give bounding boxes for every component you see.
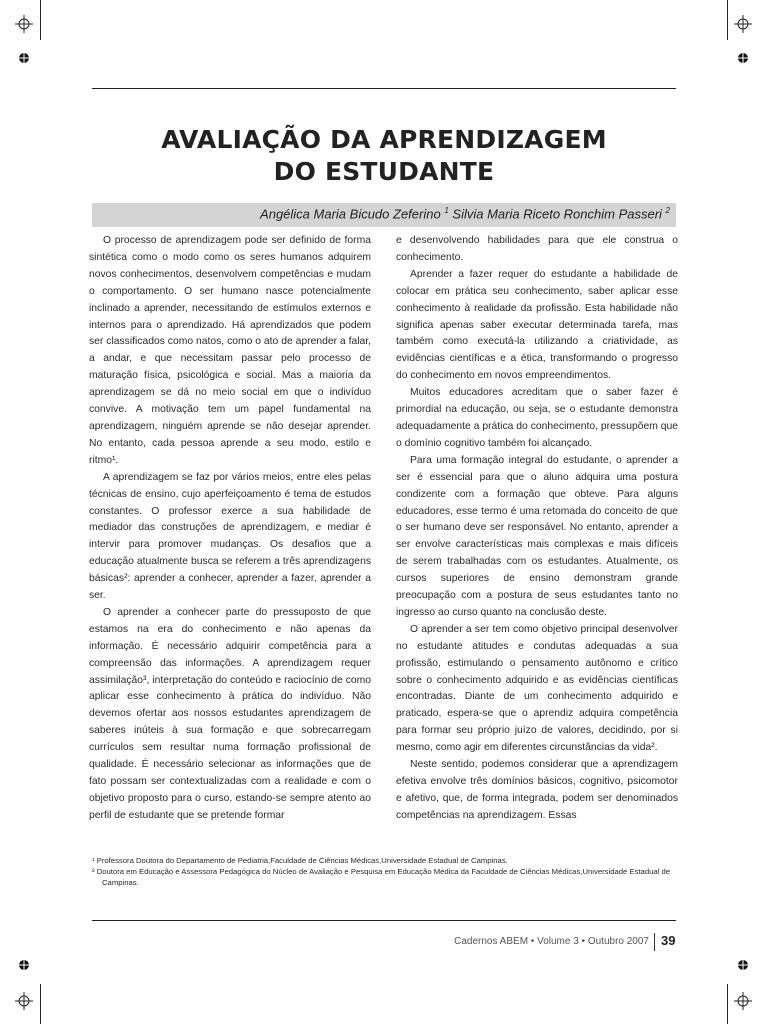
paragraph: Para uma formação integral do estudante, o aprender a ser é essencial para que o aluno adquira uma postura condizente com a formação que obteve. Para alguns educadores, esse termo é uma retomada do conceito de que o ser humano deve ser responsável. No entanto, aprender a ser envolve características mais complexas e mais difíceis de serem trabalhadas com os estudantes. Atualmente, os cursos superiores de ensino demonstram grande preocupação com a postura de seus estudantes tanto no ingresso ao curso quanto na conclusão deste. (396, 454, 678, 618)
left-column (89, 233, 371, 825)
page-number: 39 (661, 933, 676, 948)
paragraph: O processo de aprendizagem pode ser definido de forma sintética como o modo como os seres humanos adquirem novos conhecimentos, desenvolvem competências e mudam o comportamento. O ser humano nasce potencialmente inclinado a aprender, necessitando de estímulos externos e internos para o aprendizado. Há aprendizados que podem ser classificados como natos, como o ato de aprender a falar, a andar, e que necessitam passar pelo processo de maturação física, psicológica e social. Mas a maioria da aprendizagem se dá no meio social em que o indivíduo convive. A motivação tem um papel fundamental na aprendizagem, ninguém aprende se não desejar aprender. No entanto, cada pessoa aprende a seu modo, estilo e ritmo¹. (89, 235, 371, 466)
registration-dot-top-left (16, 50, 32, 66)
footnote-1: ¹ Professora Doutora do Departamento de Pediatria,Faculdade de Ciências Médicas,Universidade Estadual de Campinas. (92, 856, 508, 865)
footnote-2: ² Doutora em Educação e Assessora Pedagógica do Núcleo de Avaliação e Pesquisa em Educação Médica da Faculdade de Ciências Médicas,Universidade Estadual de Campinas. (92, 867, 671, 887)
article-title (92, 124, 676, 188)
footer-rule (92, 920, 676, 921)
paragraph: O aprender a conhecer parte do pressuposto de que estamos na era do conhecimento e não apenas da informação. É necessário adquirir competência para a compreensão das informações. A aprendizagem requer assimilação³, interpretação do conteúdo e raciocínio de como aplicar esse conhecimento à prática do indivíduo. Não devemos ofertar aos nossos estudantes aprendizagem de saberes inúteis à sua formação e que sobrecarregam currículos sem resultar numa formação profissional de qualidade. É necessário selecionar as informações que de fato possam ser contextualizadas com a realidade e com o objetivo proposto para o curso, estando-se sempre atento ao perfil de estudante que se pretende formar (89, 606, 371, 821)
registration-dot-top-right (735, 50, 751, 66)
author-bar (92, 203, 676, 227)
paragraph: Muitos educadores acreditam que o saber fazer é primordial na educação, ou seja, se o estudante demonstra adequadamente a prática do conhecimento, pressupõem que o domínio cognitivo também foi alcançado. (396, 387, 678, 449)
trim-line-top-left (40, 0, 41, 40)
crop-mark-bottom-right (734, 992, 752, 1010)
crop-mark-top-right (734, 15, 752, 33)
paragraph: A aprendizagem se faz por vários meios, entre eles pelas técnicas de ensino, cujo aperfeiçoamento é tema de estudos constantes. O professor exerce a sua habilidade de mediador das construções de aprendizagem, e mediar é intervir para promover mudanças. Os desafios que a educação atualmente busca se referem a três aprendizagens básicas²: aprender a conhecer, aprender a fazer, aprender a ser. (89, 471, 371, 602)
trim-line-top-right (727, 0, 728, 40)
crop-mark-bottom-left (15, 992, 33, 1010)
paragraph: Neste sentido, podemos considerar que a aprendizagem efetiva envolve três domínios básicos, cognitivo, psicomotor e afetivo, que, de forma integrada, podem ser denominados competências na aprendizagem. Essas (396, 759, 678, 821)
author-1: Angélica Maria Bicudo Zeferino (260, 206, 441, 222)
trim-line-bottom-left (40, 984, 41, 1024)
registration-dot-bottom-left (16, 957, 32, 973)
title-line-1: AVALIAÇÃO DA APRENDIZAGEM (161, 125, 607, 154)
footnotes (92, 855, 676, 888)
journal-citation: Cadernos ABEM • Volume 3 • Outubro 2007 (454, 936, 649, 947)
author-2-mark: 2 (665, 206, 670, 215)
paragraph: e desenvolvendo habilidades para que ele construa o conhecimento. (396, 235, 678, 263)
paragraph: Aprender a fazer requer do estudante a habilidade de colocar em prática seu conhecimento, saber aplicar esse conhecimento à realidade da profissão. Esta habilidade não significa apenas saber executar determinada tarefa, mas também como executá-la utilizando a criatividade, as evidências científicas e a ética, transformando o progresso do conhecimento em novos empreendimentos. (396, 268, 678, 382)
trim-line-bottom-right (727, 984, 728, 1024)
header-rule (92, 88, 676, 89)
author-2: Silvia Maria Riceto Ronchim Passeri (452, 206, 662, 222)
title-line-2: DO ESTUDANTE (273, 157, 495, 186)
author-1-mark: 1 (444, 206, 449, 215)
right-column (396, 233, 678, 825)
page-number-separator (654, 933, 655, 951)
paragraph: O aprender a ser tem como objetivo principal desenvolver no estudante atitudes e condutas adequadas a sua profissão, estimulando o pensamento autônomo e crítico sobre o conhecimento adquirido e as evidências científicas encontradas. Diante de um conhecimento adquirido e praticado, espera-se que o aprendiz adquira competência para formar seu próprio juízo de valores, decidindo, por si mesmo, como agir em diferentes circunstâncias da vida². (396, 623, 678, 754)
crop-mark-top-left (15, 15, 33, 33)
registration-dot-bottom-right (735, 957, 751, 973)
